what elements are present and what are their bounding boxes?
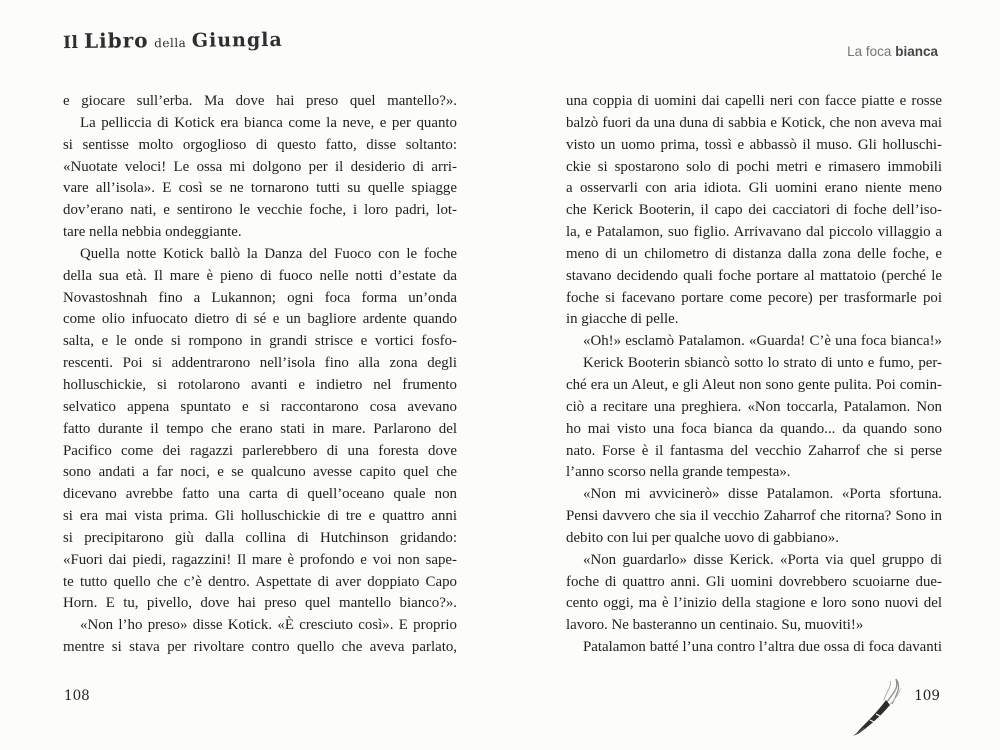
- text-line: dov’erano nati, e sentirono le vecchie foche, i loro padri, lot-: [63, 202, 457, 219]
- chapter-title-bold: bianca: [895, 44, 938, 59]
- text-line: a osservarli con aria idiota. Gli uomini erano niente meno: [566, 180, 942, 197]
- text-line: come olio infuocato dietro di sé e un bagliore ardente quando: [63, 311, 457, 328]
- text-line: una coppia di uomini dai capelli neri con facce piatte e rosse: [566, 93, 942, 109]
- text-line: sono andati a far noci, e se qualcuno avesse capito quel che: [63, 464, 457, 481]
- running-head-book-title: [63, 27, 283, 53]
- text-line: ciò a recitare una preghiera. «Non toccarla, Patalamon. Non: [566, 398, 942, 415]
- text-line: ché era un Aleut, e gli Aleut non sono gente pulita. Poi comin-: [566, 376, 942, 393]
- text-line: tare nella nebbia ondeggiante.: [63, 224, 242, 241]
- text-line: mentre si stava per rivoltare contro quello che aveva parlato,: [63, 639, 457, 656]
- text-line: Kerick Booterin sbiancò sotto lo strato di unto e fumo, per-: [583, 355, 942, 372]
- text-line: Pacifico come dei ragazzi parlerebbero di una foresta dove: [63, 442, 457, 459]
- text-line: l’anno scorso nella grande tempesta».: [566, 464, 791, 481]
- text-line: lavoro. Ne basteranno un centinaio. Su, muoviti!»: [566, 617, 864, 634]
- text-line: dicevano avrebbe fatto una carta di quell’oceano quale non: [63, 486, 457, 503]
- text-line: «Oh!» esclamò Patalamon. «Guarda! C’è una foca bianca!»: [583, 333, 942, 350]
- page-number-right: 109: [914, 688, 940, 704]
- text-line: si era mai vista prima. Gli holluschickie di tre e quattro anni: [63, 508, 457, 525]
- text-line: Patalamon batté l’una contro l’altra due ossa di foca davanti: [583, 639, 942, 656]
- text-line: cento oggi, ma è l’inizio della stagione e loro sono nuovi del: [566, 595, 942, 612]
- text-line: salta, e le onde si rompono in grandi strisce e vortici fosfo-: [63, 333, 457, 350]
- text-line: «Non mi avvicinerò» disse Patalamon. «Porta sfortuna.: [583, 486, 942, 503]
- text-line: Quella notte Kotick ballò la Danza del Fuoco con le foche: [80, 245, 457, 262]
- text-line: «Fuori dai piedi, ragazzini! Il mare è profondo e voi non sape-: [63, 551, 457, 568]
- text-line: Pensi davvero che sia il vecchio Zaharrof che ritorna? Sono in: [566, 508, 942, 525]
- book-title-word: della: [154, 35, 187, 51]
- text-line: te tutto quello che c’è dentro. Aspettate di aver doppiato Capo: [63, 573, 457, 590]
- text-line: in giacche di pelle.: [566, 311, 679, 328]
- text-line: si precipitarono giù dalla collina di Hutchinson gridando:: [63, 529, 457, 546]
- text-line: ho mai visto una foca bianca da quando... da quando sono: [566, 420, 942, 437]
- text-line: stavano decidendo quali foche portare al mattatoio (perché le: [566, 267, 942, 284]
- text-line: la, e Patalamon, suo figlio. Arrivavano dal piccolo villaggio a: [566, 224, 942, 241]
- text-line: nato. Forse è il fantasma del vecchio Zaharrof che si perse: [566, 442, 942, 459]
- running-head-chapter-title: [847, 44, 938, 59]
- chapter-title-regular: La foca: [847, 44, 892, 59]
- book-title-word: Libro: [83, 28, 149, 53]
- page-text-right: [566, 91, 942, 659]
- text-line: foche si facevano portare come pecore) per trasformarle poi: [566, 289, 942, 306]
- text-line: «Nuotate veloci! Le ossa mi dolgono per il desiderio di arri-: [63, 158, 457, 175]
- text-line: selvatico appena spuntato e si raccontarono cosa avevano: [63, 398, 457, 415]
- text-line: foche di quattro anni. Gli uomini dovrebbero scuoiarne due-: [566, 573, 942, 590]
- text-line: Horn. E tu, pivello, dove hai preso quel mantello bianco?».: [63, 595, 457, 612]
- text-line: Novastoshnah fino a Lukannon; ogni foca forma un’onda: [63, 289, 457, 306]
- text-line: balzò fuori da una duna di sabbia e Kotick, che non aveva mai: [566, 114, 942, 131]
- page-text-left: [63, 91, 457, 659]
- text-line: rescenti. Poi si addentrarono nell’isola fino alla zona degli: [63, 355, 457, 372]
- text-line: si sentisse molto orgoglioso di questo fatto, disse soltanto:: [63, 136, 457, 153]
- quill-smoke-icon: [849, 675, 905, 739]
- text-line: e giocare sull’erba. Ma dove hai preso quel mantello?».: [63, 93, 457, 109]
- text-line: che Kerick Booterin, il capo dei cacciatori di foche dell’iso-: [566, 202, 942, 219]
- text-line: visto un uomo prima, tossì e abbassò il muso. Gli holluschi-: [566, 136, 942, 153]
- book-title-word: Giungla: [191, 28, 283, 52]
- text-line: meno di un chilometro di distanza dalla zona delle foche, e: [566, 245, 942, 262]
- book-title-word: Il: [62, 32, 79, 54]
- text-line: della sua età. Il mare è pieno di fuoco nelle notti d’estate da: [63, 267, 457, 284]
- text-line: «Non guardarlo» disse Kerick. «Porta via quel gruppo di: [583, 551, 942, 568]
- text-line: fatto durante il tempo che erano stati in mare. Parlarono del: [63, 420, 457, 437]
- text-line: holluschickie, si rotolarono avanti e indietro nel frumento: [63, 376, 457, 393]
- text-line: vare all’isola». E così se ne tornarono tutti su quelle spiagge: [63, 180, 457, 197]
- text-line: La pelliccia di Kotick era bianca come la neve, e per quanto: [80, 114, 457, 131]
- text-line: «Non l’ho preso» disse Kotick. «È cresciuto così». E proprio: [80, 617, 457, 634]
- text-line: debito con lui per qualche uovo di gabbiano».: [566, 529, 839, 546]
- page-number-left: 108: [64, 688, 90, 704]
- text-line: ckie si spostarono solo di pochi metri e rimasero immobili: [566, 158, 942, 175]
